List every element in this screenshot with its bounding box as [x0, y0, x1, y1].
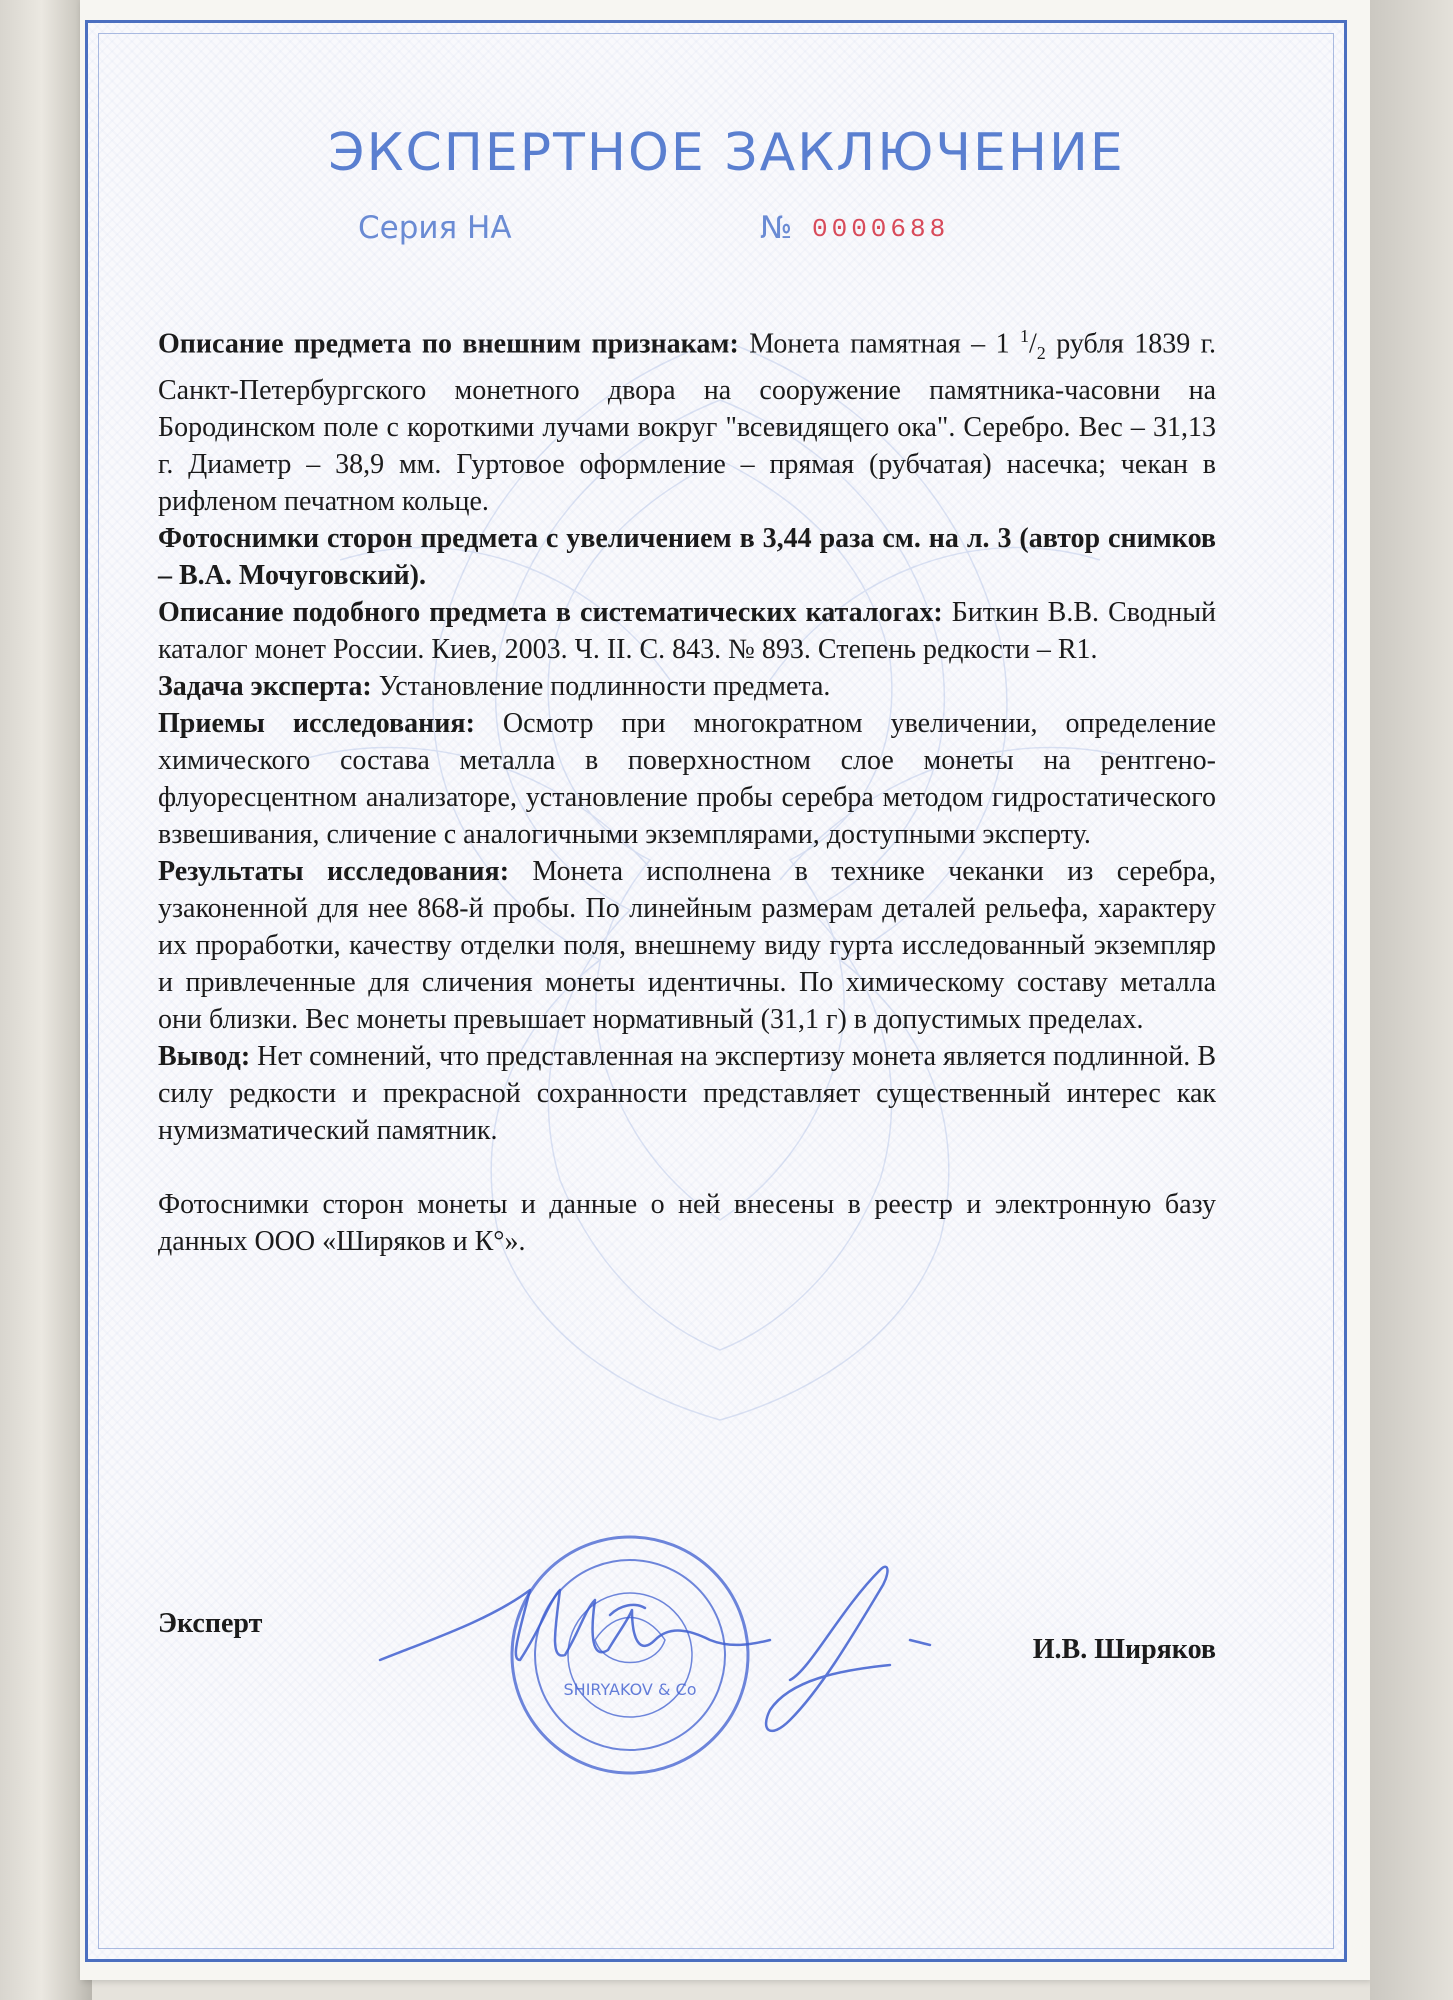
description-paragraph — [158, 318, 1216, 520]
expert-label: Эксперт — [158, 1608, 263, 1639]
series-label: Серия НА — [358, 210, 512, 246]
description-text-b: рубля 1839 г. Санкт-Петербургского монетного двора на сооружение памятника-часовни на Бородинском поле с короткими лучами вокруг "всевидящего ока". Серебро. Вес – 31,13 г. Диаметр – 38,9 мм. Гуртовое оформление – прямая (рубчатая) насечка; чекан в рифленом печатном кольце. — [158, 328, 1216, 517]
fraction-slash: / — [1029, 328, 1037, 360]
expert-name: И.В. Ширяков — [1032, 1634, 1216, 1665]
stamp-label: SHIRYAKOV & Co — [563, 1680, 697, 1699]
catalog-paragraph — [158, 594, 1216, 668]
book-spine-shadow — [0, 0, 92, 2000]
results-text: Монета исполнена в технике чеканки из серебра, узаконенной для нее 868-й пробы. По линейным размерам деталей рельефа, характеру их проработки, качеству отделки поля, внешнему виду гурта исследованный экземпляр и привлеченные для сличения монеты идентичны. По химическому составу металла они близки. Вес монеты превышает нормативный (31,1 г) в допустимых пределах. — [158, 855, 1216, 1035]
description-text-a: Монета памятная – 1 — [738, 328, 1020, 360]
catalog-text: Биткин В.В. Сводный каталог монет России. Киев, 2003. Ч. II. С. 843. № 893. Степень редкости – R1. — [158, 596, 1216, 665]
photos-paragraph — [158, 520, 1216, 594]
number-sign: № — [760, 210, 793, 246]
methods-paragraph — [158, 705, 1216, 853]
results-paragraph — [158, 853, 1216, 1038]
registry-text: Фотоснимки сторон монеты и данные о ней внесены в реестр и электронную базу данных ООО «Ширяков и К°». — [158, 1188, 1216, 1257]
fraction-denominator: 2 — [1036, 342, 1046, 363]
conclusion-text: Нет сомнений, что представленная на экспертизу монета является подлинной. В силу редкости и прекрасной сохранности представляет существенный интерес как нумизматический памятник. — [158, 1040, 1216, 1146]
registry-paragraph — [158, 1186, 1216, 1260]
methods-text: Осмотр при многократном увеличении, определение химического состава металла в поверхностном слое монеты на рентгено-флуоресцентном анализаторе, установление пробы серебра методом гидростатического взвешивания, сличение с аналогичными экземплярами, доступными эксперту. — [158, 707, 1216, 850]
results-label: Результаты исследования: — [158, 855, 510, 887]
catalog-label: Описание подобного предмета в систематических каталогах: — [158, 596, 943, 628]
photos-text: Фотоснимки сторон предмета с увеличением в 3,44 раза см. на л. 3 (автор снимков – В.А. Мочуговский). — [158, 522, 1216, 591]
methods-label: Приемы исследования: — [158, 707, 475, 739]
certificate-number: 0000688 — [812, 214, 950, 244]
fraction-numerator: 1 — [1020, 326, 1029, 346]
task-paragraph — [158, 668, 1216, 705]
certificate-body — [158, 318, 1216, 1260]
description-label: Описание предмета по внешним признакам: — [158, 328, 739, 360]
task-label: Задача эксперта: — [158, 670, 372, 702]
certificate-title: ЭКСПЕРТНОЕ ЗАКЛЮЧЕНИЕ — [328, 123, 1125, 183]
signature-row — [158, 1608, 1216, 1668]
conclusion-label: Вывод: — [158, 1040, 251, 1072]
series-number-line — [0, 208, 1453, 258]
task-text: Установление подлинности предмета. — [371, 670, 831, 702]
conclusion-paragraph — [158, 1038, 1216, 1149]
page-edge — [1370, 0, 1453, 2000]
paragraph-gap — [158, 1149, 1216, 1186]
